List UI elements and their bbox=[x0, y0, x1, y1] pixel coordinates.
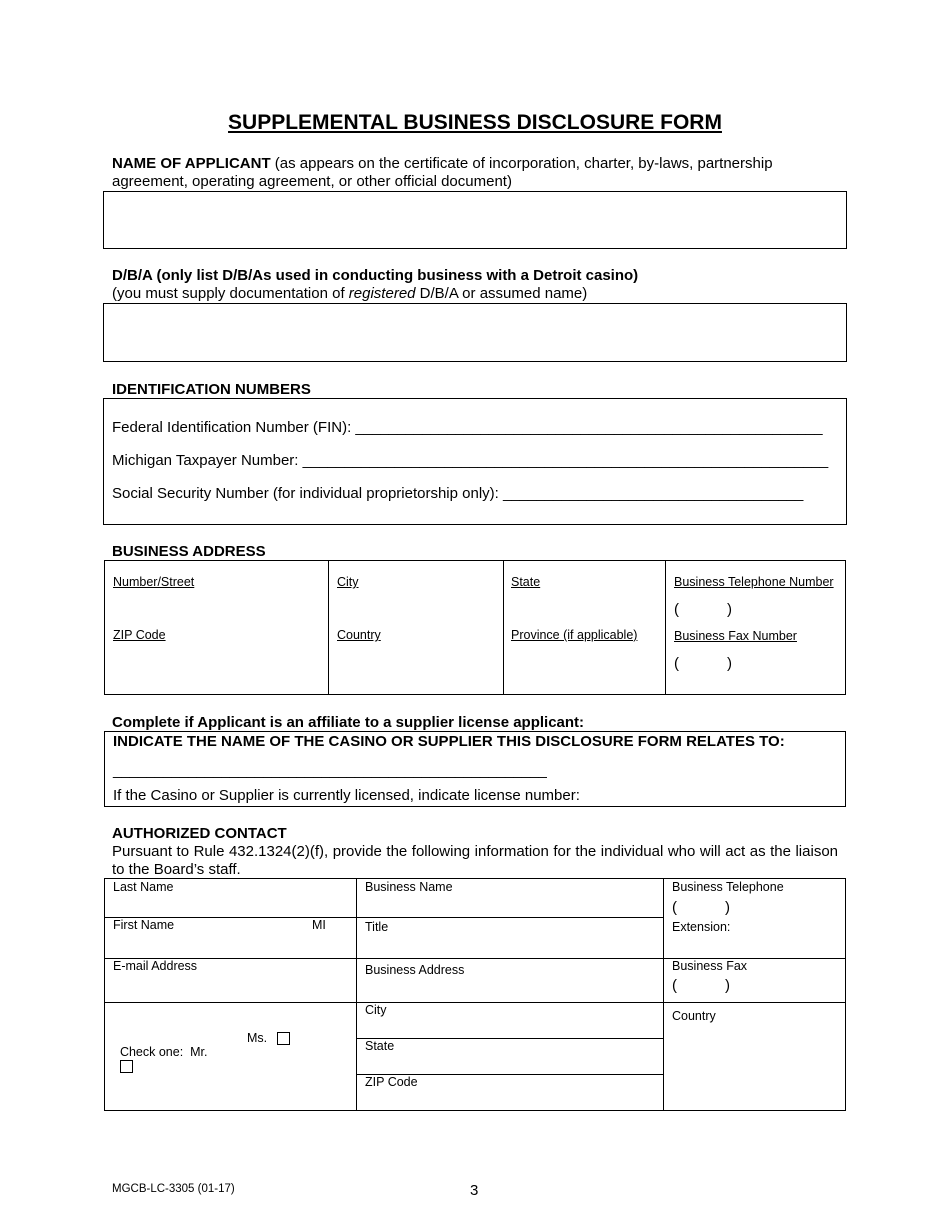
contact-title[interactable]: Title bbox=[365, 920, 389, 934]
contact-state[interactable]: State bbox=[365, 1039, 395, 1053]
ba-telephone-paren-open: ( bbox=[674, 601, 679, 618]
contact-tel-paren-close: ) bbox=[725, 899, 730, 916]
affiliate-indicate: INDICATE THE NAME OF THE CASINO OR SUPPLIER THIS DISCLOSURE FORM RELATES TO: bbox=[113, 733, 785, 750]
contact-zip[interactable]: ZIP Code bbox=[365, 1075, 418, 1089]
michigan-taxpayer-field[interactable]: Michigan Taxpayer Number: _______________________________________________________________ bbox=[112, 452, 829, 469]
contact-mi[interactable]: MI bbox=[312, 918, 326, 932]
ba-zip[interactable]: ZIP Code bbox=[113, 628, 166, 642]
ba-fax-paren-close: ) bbox=[727, 655, 732, 672]
dba-label-block bbox=[112, 267, 852, 303]
ba-telephone-paren-close: ) bbox=[727, 601, 732, 618]
contact-last-name[interactable]: Last Name bbox=[113, 880, 174, 894]
divider bbox=[104, 1002, 846, 1003]
ms-label: Ms. bbox=[247, 1031, 268, 1045]
contact-tel-paren-open: ( bbox=[672, 899, 677, 916]
divider bbox=[104, 917, 663, 918]
applicant-note-line1: (as appears on the certificate of incorporation, charter, by-laws, partnership bbox=[270, 155, 773, 172]
mr-checkbox[interactable] bbox=[120, 1060, 133, 1073]
contact-city[interactable]: City bbox=[365, 1003, 387, 1017]
identification-heading: IDENTIFICATION NUMBERS bbox=[112, 381, 311, 398]
contact-ms bbox=[247, 1031, 290, 1045]
applicant-name-field[interactable] bbox=[103, 191, 847, 249]
contact-fax-paren-open: ( bbox=[672, 977, 677, 994]
contact-table bbox=[104, 878, 846, 1111]
applicant-label-block bbox=[112, 155, 852, 191]
form-title: SUPPLEMENTAL BUSINESS DISCLOSURE FORM bbox=[228, 111, 722, 134]
ba-fax-paren-open: ( bbox=[674, 655, 679, 672]
ba-state[interactable]: State bbox=[511, 575, 541, 589]
contact-email[interactable]: E-mail Address bbox=[113, 959, 198, 973]
contact-country[interactable]: Country bbox=[672, 1009, 716, 1023]
ms-checkbox[interactable] bbox=[277, 1032, 290, 1045]
dba-note-pre: (you must supply documentation of bbox=[112, 285, 349, 302]
page-number: 3 bbox=[470, 1182, 479, 1199]
fin-field[interactable]: Federal Identification Number (FIN): ________________________________________________________ bbox=[112, 419, 823, 436]
contact-business-telephone[interactable]: Business Telephone bbox=[672, 880, 784, 894]
contact-heading: AUTHORIZED CONTACT bbox=[112, 825, 287, 842]
applicant-note-line2: agreement, operating agreement, or other official document) bbox=[112, 173, 512, 190]
divider bbox=[356, 878, 357, 1111]
divider bbox=[328, 560, 329, 695]
divider bbox=[663, 878, 664, 1111]
dba-field[interactable] bbox=[103, 303, 847, 362]
contact-business-address[interactable]: Business Address bbox=[365, 963, 465, 977]
ba-country[interactable]: Country bbox=[337, 628, 381, 642]
check-one-label: Check one: Mr. bbox=[119, 1045, 208, 1059]
ba-number-street[interactable]: Number/Street bbox=[113, 575, 195, 589]
dba-note-post: D/B/A or assumed name) bbox=[415, 285, 588, 302]
dba-label: D/B/A (only list D/B/As used in conducting business with a Detroit casino) bbox=[112, 267, 639, 284]
contact-first-name[interactable]: First Name bbox=[113, 918, 175, 932]
contact-check-one bbox=[113, 1031, 208, 1073]
ba-fax[interactable]: Business Fax Number bbox=[674, 629, 797, 643]
affiliate-casino-name-field[interactable]: ____________________________________________________ bbox=[113, 762, 547, 779]
contact-rule-text: Pursuant to Rule 432.1324(2)(f), provide the following information for the individual who will act as the liaison to the Board’s staff. bbox=[112, 843, 838, 878]
ba-city[interactable]: City bbox=[337, 575, 359, 589]
ba-province[interactable]: Province (if applicable) bbox=[511, 628, 638, 642]
contact-extension[interactable]: Extension: bbox=[672, 920, 731, 934]
contact-business-fax[interactable]: Business Fax bbox=[672, 959, 748, 973]
form-code: MGCB-LC-3305 (01-17) bbox=[112, 1183, 235, 1195]
affiliate-heading: Complete if Applicant is an affiliate to a supplier license applicant: bbox=[112, 714, 585, 731]
contact-business-name[interactable]: Business Name bbox=[365, 880, 453, 894]
contact-fax-paren-close: ) bbox=[725, 977, 730, 994]
divider bbox=[356, 1038, 663, 1039]
affiliate-license-field[interactable]: If the Casino or Supplier is currently licensed, indicate license number: bbox=[113, 787, 580, 804]
dba-note-italic: registered bbox=[348, 285, 416, 302]
divider bbox=[665, 560, 666, 695]
applicant-label: NAME OF APPLICANT bbox=[112, 155, 271, 172]
business-address-heading: BUSINESS ADDRESS bbox=[112, 543, 266, 560]
ssn-field[interactable]: Social Security Number (for individual proprietorship only): ____________________________________ bbox=[112, 485, 804, 502]
ba-telephone[interactable]: Business Telephone Number bbox=[674, 575, 834, 589]
divider bbox=[503, 560, 504, 695]
